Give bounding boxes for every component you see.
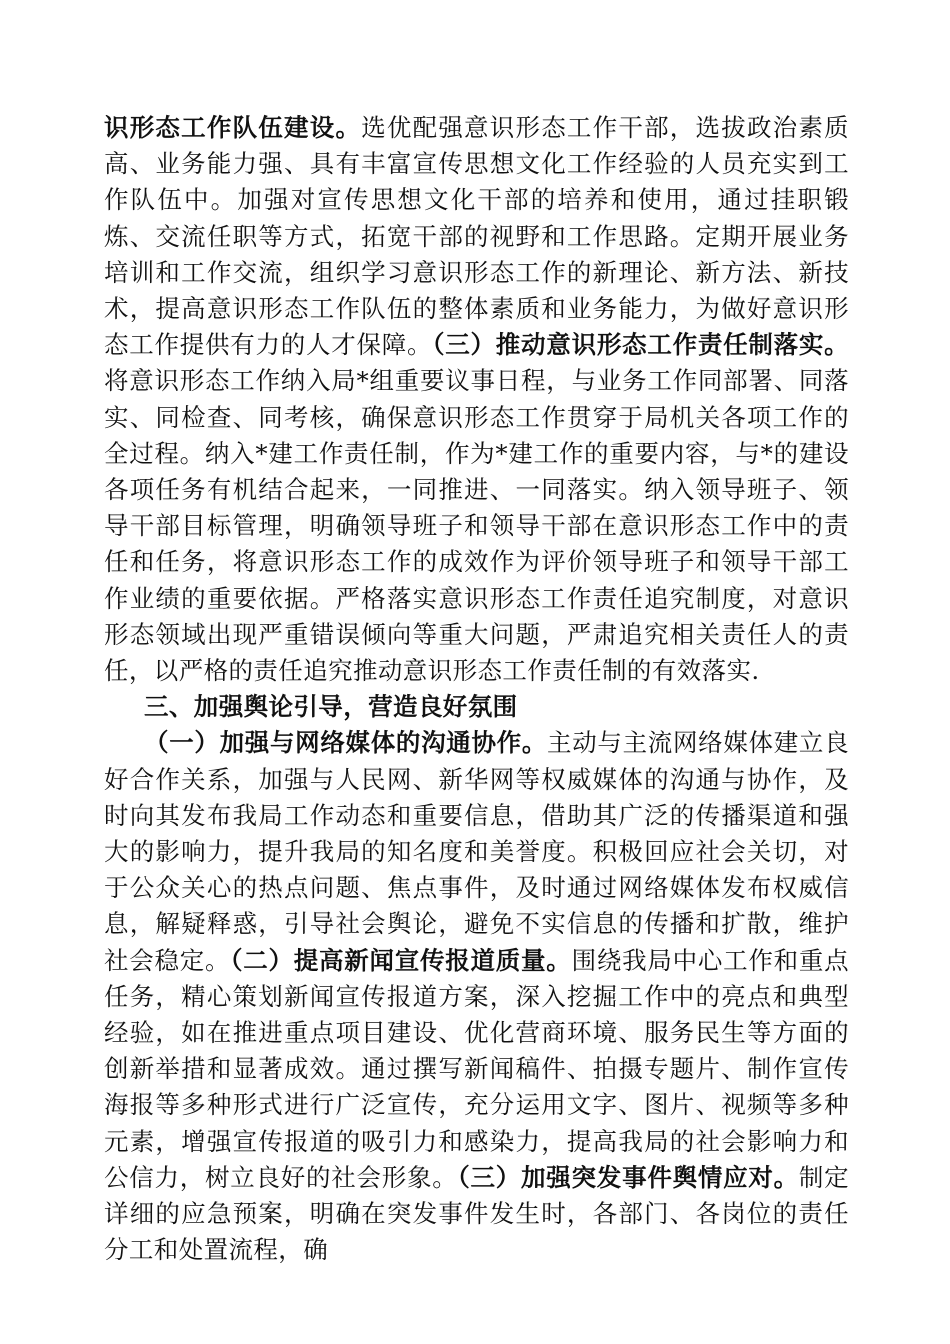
paragraph-ideology-team (104, 110, 849, 689)
bold-lead-emergency-response: （三）加强突发事件舆情应对。 (457, 1162, 799, 1192)
bold-lead-team-building: 识形态工作队伍建设。 (104, 113, 362, 142)
paragraph-public-opinion (104, 725, 849, 1268)
bold-lead-news-quality: （二）提高新闻宣传报道质量。 (230, 945, 572, 975)
body-text: 选优配强意识形态工作干部，选拔政治素质高、业务能力强、具有丰富宣传思想文化工作经验的人员充实到工作队伍中。加强对宣传思想文化干部的培养和使用，通过挂职锻炼、交流任职等方式，拓宽干部的视野和工作思路。定期开展业务培训和工作交流，组织学习意识形态工作的新理论、新方法、新技术，提高意识形态工作队伍的整体素质和业务能力，为做好意识形态工作提供有力的人才保障。 (104, 113, 850, 360)
body-text: 围绕我局中心工作和重点任务，精心策划新闻宣传报道方案，深入挖掘工作中的亮点和典型经验，如在推进重点项目建设、优化营商环境、服务民生等方面的创新举措和显著成效。通过撰写新闻稿件、拍摄专题片、制作宣传海报等多种形式进行广泛宣传，充分运用文字、图片、视频等多种元素，增强宣传报道的吸引力和感染力，提高我局的社会影响力和公信力，树立良好的社会形象。 (104, 945, 849, 1192)
section-heading (104, 689, 849, 725)
bold-lead-responsibility-system: （三）推动意识形态工作责任制落实。 (432, 330, 849, 360)
section-heading-text: 三、加强舆论引导，营造良好氛围 (144, 692, 518, 722)
body-text: 制定详细的应急预案，明确在突发事件发生时，各部门、各岗位的责任分工和处置流程，确 (104, 1162, 849, 1265)
body-text: 主动与主流网络媒体建立良好合作关系，加强与人民网、新华网等权威媒体的沟通与协作，及时向其发布我局工作动态和重要信息，借助其广泛的传播渠道和强大的影响力，提升我局的知名度和美誉度。积极回应社会关切，对于公众关心的热点问题、焦点事件，及时通过网络媒体发布权威信息，解疑释惑，引导社会舆论，避免不实信息的传播和扩散，维护社会稳定。 (104, 728, 849, 975)
body-text: 将意识形态工作纳入局*组重要议事日程，与业务工作同部署、同落实、同检查、同考核，确保意识形态工作贯穿于局机关各项工作的全过程。纳入*建工作责任制，作为*建工作的重要内容，与*的建设各项任务有机结合起来，一同推进、一同落实。纳入领导班子、领导干部目标管理，明确领导班子和领导干部在意识形态工作中的责任和任务，将意识形态工作的成效作为评价领导班子和领导干部工作业绩的重要依据。严格落实意识形态工作责任追究制度，对意识形态领域出现严重错误倾向等重大问题，严肃追究相关责任人的责任，以严格的责任追究推动意识形态工作责任制的有效落实. (104, 366, 849, 686)
bold-lead-media-cooperation: （一）加强与网络媒体的沟通协作。 (144, 728, 548, 758)
document-body (104, 110, 849, 1269)
